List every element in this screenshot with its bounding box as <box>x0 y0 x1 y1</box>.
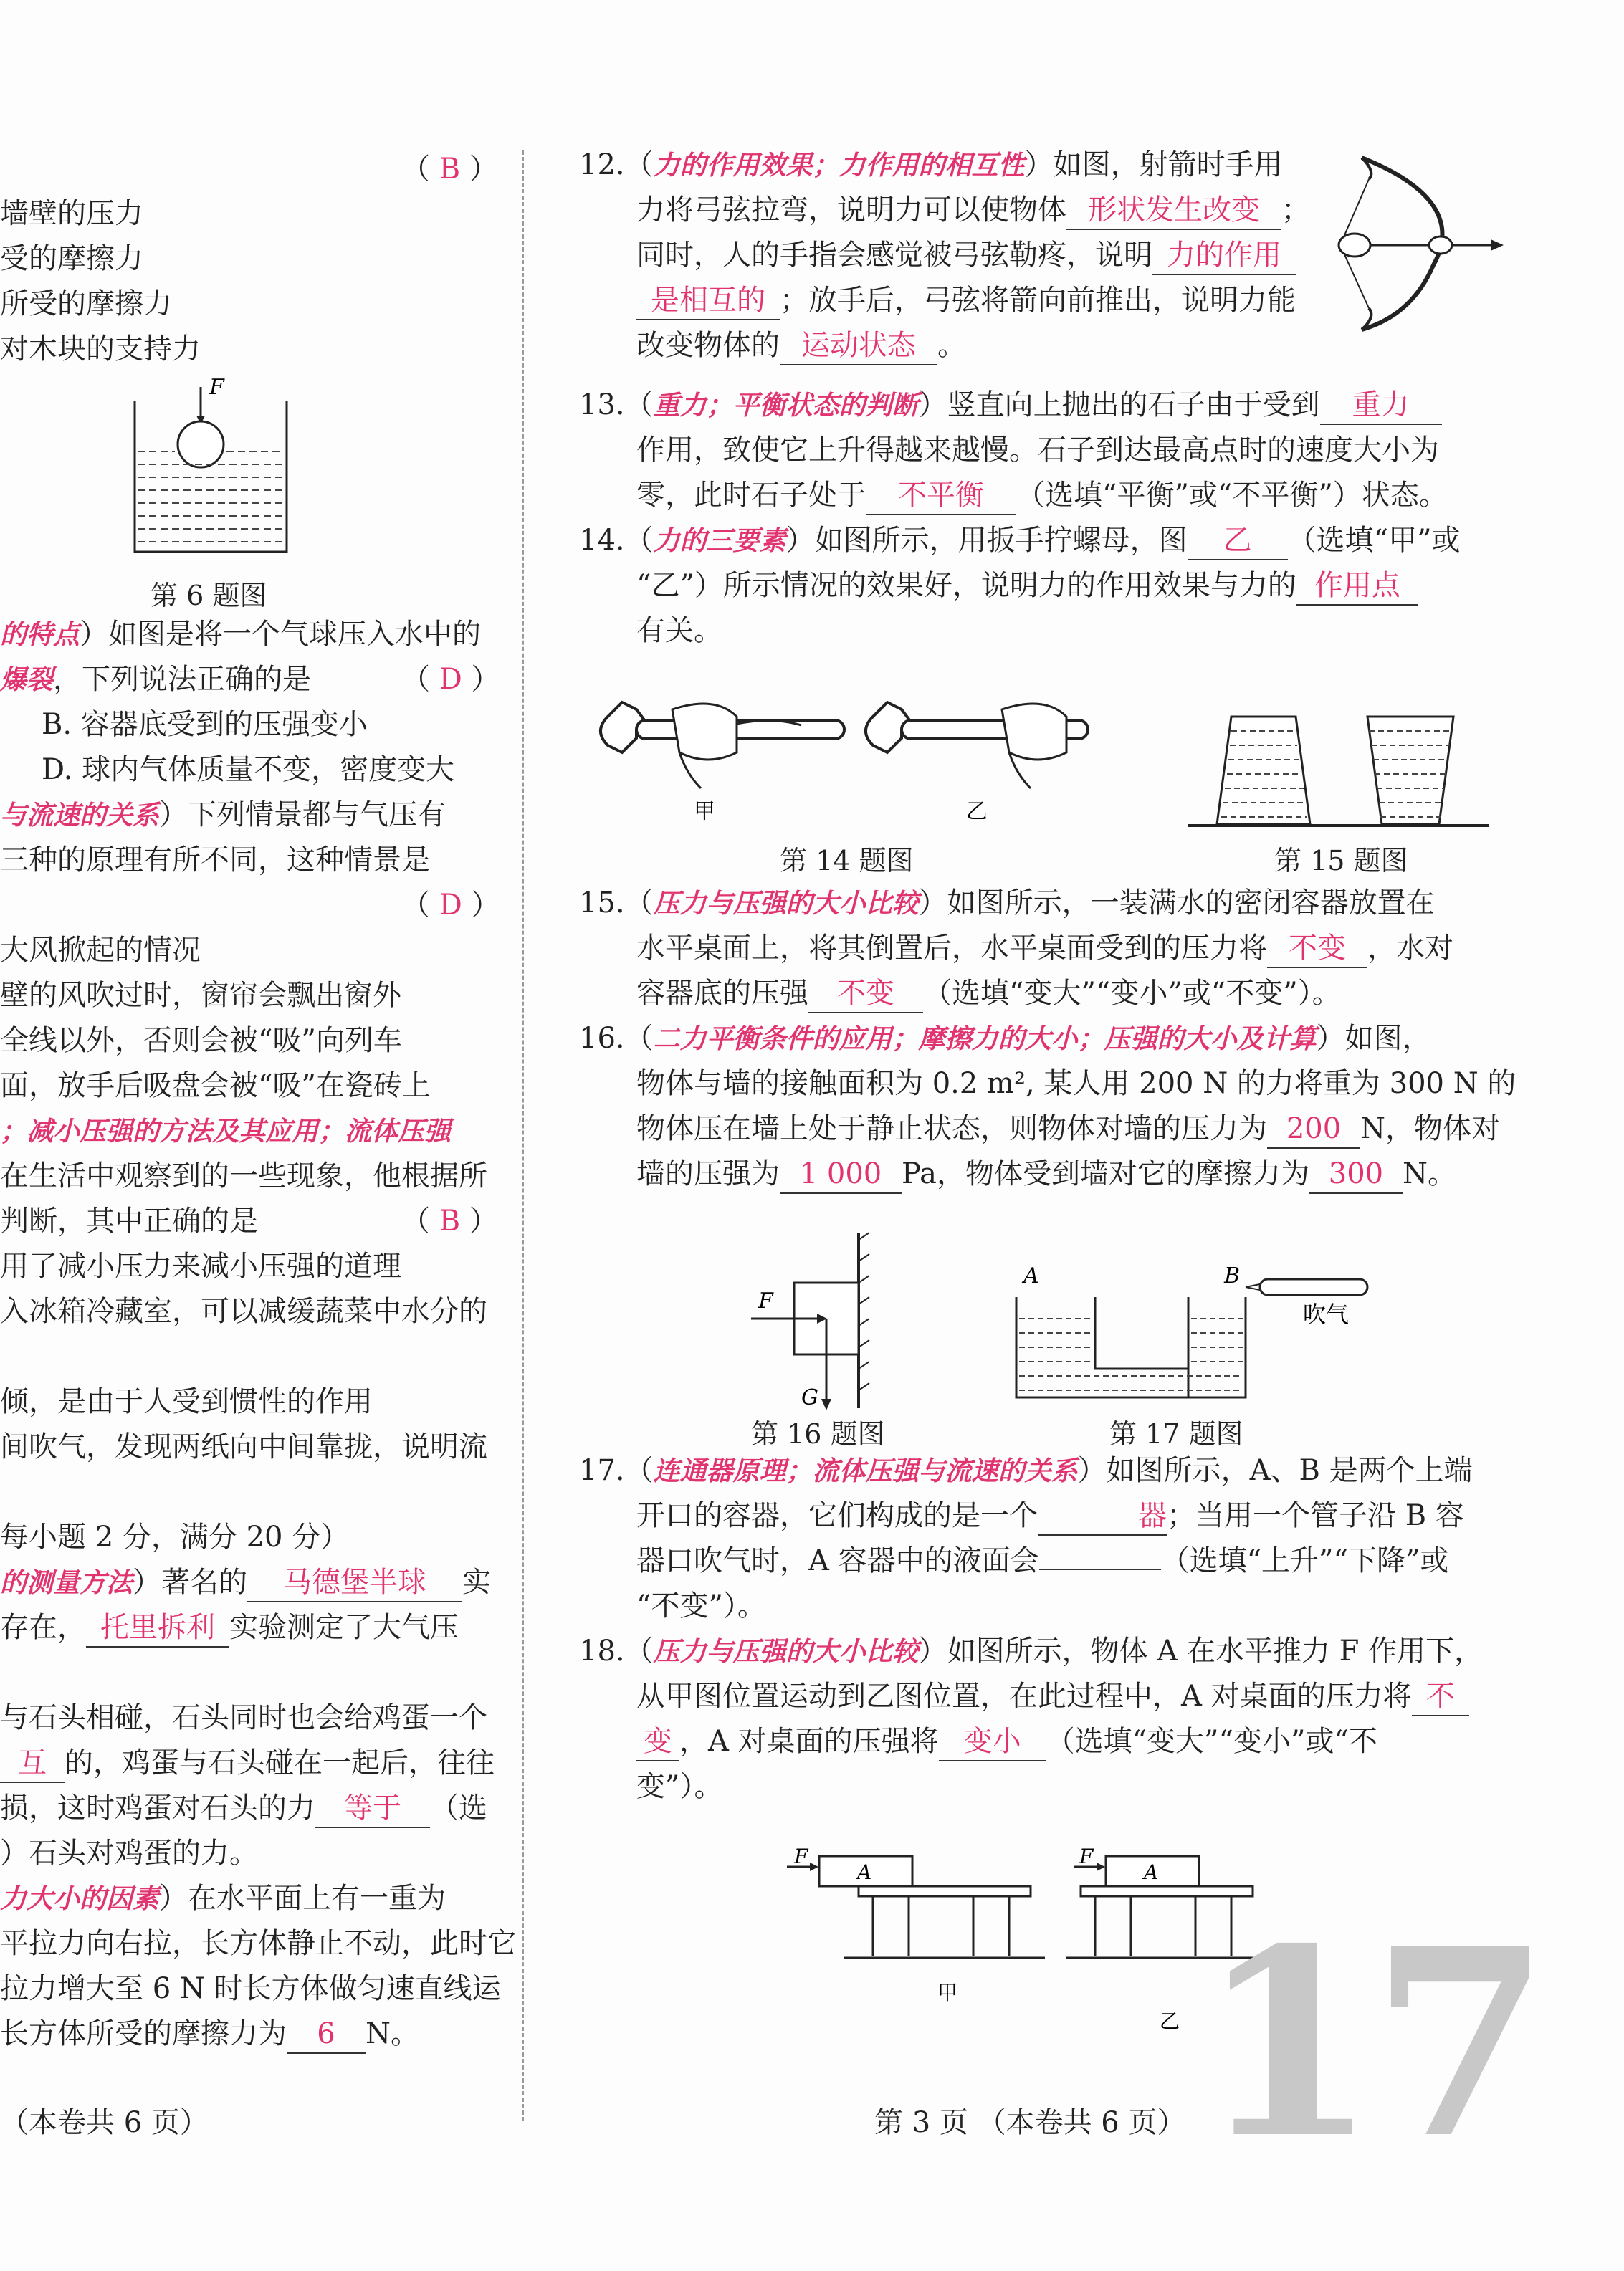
wrench-yi <box>866 702 1088 788</box>
q12l-line4: ）石头对鸡蛋的力。 <box>0 1837 258 1870</box>
q12-line1: 12.（力的作用效果；力作用的相互性）如图，射箭时手用 <box>579 148 1283 181</box>
q9-option: 用了减小压力来减小压强的道理 <box>0 1250 401 1283</box>
q14-line1: 14.（力的三要素）如图所示，用扳手拧螺母，图 乙 （选填“甲”或 <box>579 519 1461 562</box>
fig18-jia <box>787 1845 1045 2004</box>
fig17-caption: 第 17 题图 <box>1109 1418 1243 1450</box>
q13l-line1: 力大小的因素）在水平面上有一重为 <box>0 1882 446 1915</box>
left-line: 墙壁的压力 <box>0 197 143 230</box>
right-column <box>579 136 1516 2143</box>
q12-line2: 力将弓弦拉弯，说明力可以使物体 形状发生改变 ； <box>636 188 1310 231</box>
svg-text:A: A <box>1144 1860 1159 1884</box>
q8-answer-box: （ D ） <box>401 889 500 922</box>
fig17-label-b: B <box>1224 1263 1241 1289</box>
q9-line2: 判断，其中正确的是 <box>0 1205 258 1238</box>
right-footer: 第 3 页 （本卷共 6 页） <box>874 2106 1186 2139</box>
q8-line2: 三种的原理有所不同，这种情景是 <box>0 843 430 876</box>
q7-line1: 的特点）如图是将一个气球压入水中的 <box>0 618 481 651</box>
q14-line3: 有关。 <box>636 614 722 647</box>
column-divider <box>522 150 524 2121</box>
fig17-label-blow: 吹气 <box>1303 1301 1350 1328</box>
left-line: 受的摩擦力 <box>0 242 143 275</box>
q13l-line3: 拉力增大至 6 N 时长方体做匀速直线运 <box>0 1972 501 2005</box>
q15-line2: 水平桌面上，将其倒置后，水平桌面受到的压力将 不变 ，水对 <box>636 927 1453 970</box>
q9-option: 间吹气，发现两纸向中间靠拢，说明流 <box>0 1430 487 1463</box>
q15-line3: 容器底的压强 不变 （选填“变大”“变小”或“不变”）。 <box>636 972 1341 1015</box>
q8-option: 全线以外，否则会被“吸”向列车 <box>0 1024 402 1057</box>
fig14-caption: 第 14 题图 <box>780 845 914 876</box>
q13-line1: 13.（重力；平衡状态的判断）竖直向上抛出的石子由于受到 重力 <box>579 383 1442 426</box>
left-line: 对木块的支持力 <box>0 333 201 365</box>
section-2-heading: 每小题 2 分，满分 20 分） <box>0 1521 350 1554</box>
q8-option: 面，放手后吸盘会被“吸”在瓷砖上 <box>0 1069 431 1102</box>
fig15-containers <box>1188 709 1489 831</box>
fig17-diagram <box>1009 1263 1410 1405</box>
q13-line2: 作用，致使它上升得越来越慢。石子到达最高点时的速度大小为 <box>636 434 1439 467</box>
q13-line3: 零，此时石子处于 不平衡 （选填“平衡”或“不平衡”）状态。 <box>636 474 1448 517</box>
q11-line2: 存在， 托里拆利 实验测定了大气压 <box>0 1606 459 1649</box>
fig17-label-a: A <box>1023 1263 1039 1289</box>
q14-line2: “乙”）所示情况的效果好，说明力的作用效果与力的 作用点 <box>636 564 1418 607</box>
q12-line3: 同时，人的手指会感觉被弓弦勒疼，说明 力的作用 <box>636 234 1296 277</box>
q12-line4: 是相互的 ；放手后，弓弦将箭向前推出，说明力能 <box>636 279 1296 322</box>
fig16-force-f: F <box>758 1289 773 1314</box>
q16-line1: 16.（二力平衡条件的应用；摩擦力的大小；压强的大小及计算）如图， <box>579 1022 1431 1055</box>
q7-line2: 爆裂，下列说法正确的是 <box>0 663 311 696</box>
fig14-label-yi: 乙 <box>966 799 988 824</box>
q12l-line3: 损，这时鸡蛋对石头的力 等于 （选 <box>0 1787 487 1830</box>
q12l-line1: 与石头相碰，石头同时也会给鸡蛋一个 <box>0 1701 487 1734</box>
svg-text:A: A <box>857 1860 872 1884</box>
bow-arrow-diagram <box>1333 150 1505 337</box>
q18-line4: 变”）。 <box>636 1770 723 1803</box>
q18-line1: 18.（压力与压强的大小比较）如图所示，物体 A 在水平推力 F 作用下， <box>579 1635 1484 1668</box>
q13l-line2: 平拉力向右拉，长方体静止不动，此时它 <box>0 1927 516 1960</box>
page-stamp-number: 17 <box>1198 1892 1543 2195</box>
q16-line4: 墙的压强为 1 000 Pa，物体受到墙对它的摩擦力为 300 N。 <box>636 1152 1456 1195</box>
q9-answer-box: （ B ） <box>401 1205 498 1238</box>
left-column <box>0 136 516 2143</box>
fig16-force-g: G <box>801 1385 818 1410</box>
q17-line4: “不变”）。 <box>636 1589 766 1622</box>
q12l-line2: 互 的，鸡蛋与石头碰在一起后，往往 <box>0 1741 495 1784</box>
fig14-label-jia: 甲 <box>694 799 715 824</box>
q9-line1: 在生活中观察到的一些现象，他根据所 <box>0 1160 487 1192</box>
q8-option: 壁的风吹过时，窗帘会飘出窗外 <box>0 979 401 1012</box>
q7-answer-box: （ D ） <box>401 663 500 696</box>
q17-line3: 器口吹气时，A 容器中的液面会 （选填“上升”“下降”或 <box>636 1544 1449 1577</box>
q17-line1: 17.（连通器原理；流体压强与流速的关系）如图所示，A、B 是两个上端 <box>579 1454 1473 1487</box>
svg-text:乙: 乙 <box>1160 2009 1180 2033</box>
q12-line5: 改变物体的 运动状态 。 <box>636 324 966 367</box>
wrench-jia <box>601 702 844 788</box>
fig15-caption: 第 15 题图 <box>1274 845 1408 876</box>
q5-answer: B <box>439 153 461 186</box>
svg-text:甲: 甲 <box>937 1981 958 2004</box>
svg-text:F: F <box>794 1845 808 1868</box>
q9-option: 入冰箱冷藏室，可以减缓蔬菜中水分的 <box>0 1295 487 1328</box>
q17-line2: 开口的容器，它们构成的是一个 器；当用一个管子沿 B 容 <box>636 1494 1464 1537</box>
q8-line1: 与流速的关系）下列情景都与气压有 <box>0 798 446 831</box>
fig16-diagram <box>737 1233 894 1412</box>
fig6-force-label: F <box>209 375 224 400</box>
q7-option-d: D. 球内气体质量不变，密度变大 <box>42 753 455 786</box>
svg-text:F: F <box>1079 1845 1094 1868</box>
q16-line3: 物体压在墙上处于静止状态，则物体对墙的压力为 200 N，物体对 <box>636 1107 1500 1150</box>
left-line: 所受的摩擦力 <box>0 287 172 320</box>
q9-tag: ；减小压强的方法及其应用；流体压强 <box>0 1115 451 1147</box>
fig6-caption: 第 6 题图 <box>151 580 267 611</box>
fig16-caption: 第 16 题图 <box>751 1418 885 1450</box>
q18-line2: 从甲图位置运动到乙图位置，在此过程中，A 对桌面的压力将 不 <box>636 1675 1469 1718</box>
fig6-diagram <box>129 375 294 566</box>
q13l-line4: 长方体所受的摩擦力为 6 N。 <box>0 2012 419 2055</box>
q11-line1: 的测量方法）著名的 马德堡半球 实 <box>0 1561 491 1604</box>
q5-answer-box: （ B ） <box>401 148 498 191</box>
q8-option: 大风掀起的情况 <box>0 934 201 967</box>
left-footer: （本卷共 6 页） <box>0 2106 209 2139</box>
q15-line1: 15.（压力与压强的大小比较）如图所示，一装满水的密闭容器放置在 <box>579 886 1435 919</box>
fig14-wrench-diagram <box>593 688 1138 824</box>
q9-option: 倾，是由于人受到惯性的作用 <box>0 1385 373 1418</box>
q18-line3: 变 ，A 对桌面的压强将 变小 （选填“变大”“变小”或“不 <box>636 1720 1377 1763</box>
q16-line2: 物体与墙的接触面积为 0.2 m², 某人用 200 N 的力将重为 300 N 的 <box>636 1067 1516 1100</box>
q7-option-b: B. 容器底受到的压强变小 <box>42 708 368 741</box>
